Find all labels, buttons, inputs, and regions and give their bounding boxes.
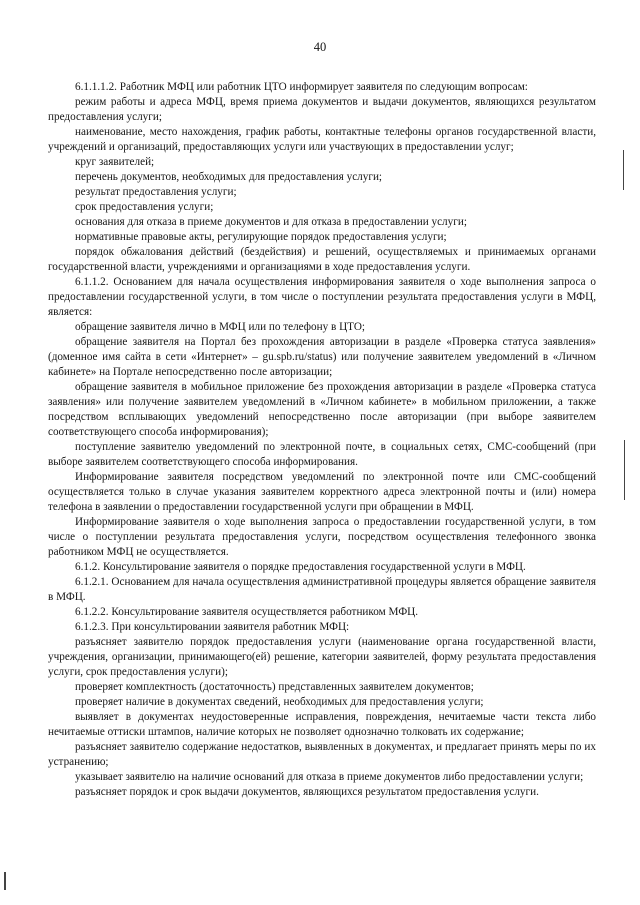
paragraph: порядок обжалования действий (бездействия) и решений, осуществляемых и принимаемых органами государственной власти, учреждениями и организациями в ходе предоставления услуги. (48, 246, 596, 273)
paragraph: нормативные правовые акты, регулирующие порядок предоставления услуги; (75, 231, 447, 243)
paragraph: перечень документов, необходимых для предоставления услуги; (75, 171, 383, 183)
paragraph: указывает заявителю на наличие оснований для отказа в приеме документов либо предоставлении услуги; (75, 771, 584, 783)
paragraph: разъясняет порядок и срок выдачи документов, являющихся результатом предоставления услуги. (75, 786, 539, 798)
paragraph: 6.1.1.2. Основанием для начала осуществления информирования заявителя о ходе выполнения запроса о предоставлении государственной услуги, в том числе о поступлении результата предоставления услуги в МФЦ, является: (48, 276, 596, 318)
paragraph: наименование, место нахождения, график работы, контактные телефоны органов государственной власти, учреждений и организаций, предоставляющих услуги или участвующих в предоставлении услуг; (48, 126, 596, 153)
paragraph: 6.1.2. Консультирование заявителя о порядке предоставления государственной услуги в МФЦ. (75, 561, 526, 573)
paragraph: обращение заявителя лично в МФЦ или по телефону в ЦТО; (75, 321, 366, 333)
paragraph: 6.1.1.1.2. Работник МФЦ или работник ЦТО информирует заявителя по следующим вопросам: (75, 81, 528, 93)
paragraph: 6.1.2.2. Консультирование заявителя осуществляется работником МФЦ. (75, 606, 419, 618)
paragraph: разъясняет заявителю порядок предоставления услуги (наименование органа государственной власти, учреждения, организации, принимающего(ей) решение, категории заявителей, форму результата предоставления услуги, срок предоставления услуги); (48, 636, 596, 678)
paragraph: Информирование заявителя о ходе выполнения запроса о предоставлении государственной услуги, в том числе о поступлении результата предоставления услуги, посредством осуществления телефонного звонка работником МФЦ не осуществляется. (48, 516, 596, 558)
scan-edge-mark (623, 150, 624, 190)
paragraph: поступление заявителю уведомлений по электронной почте, в социальных сетях, СМС-сообщений (при выборе заявителем соответствующего способа информирования. (48, 441, 596, 468)
paragraph: результат предоставления услуги; (75, 186, 237, 198)
paragraph: срок предоставления услуги; (75, 201, 214, 213)
paragraph: 6.1.2.3. При консультировании заявителя работник МФЦ: (75, 621, 350, 633)
scan-edge-mark (624, 440, 625, 500)
paragraph: проверяет комплектность (достаточность) представленных заявителем документов; (75, 681, 474, 693)
paragraph: круг заявителей; (75, 156, 155, 168)
paragraph: режим работы и адреса МФЦ, время приема документов и выдачи документов, являющихся результатом предоставления услуги; (48, 96, 596, 123)
paragraph: обращение заявителя на Портал без прохождения авторизации в разделе «Проверка статуса заявления» (доменное имя сайта в сети «Интернет» – gu.spb.ru/status) или получение заявителем уведомлений в «Личном кабинете» на Портале непосредственно после авторизации; (48, 336, 596, 378)
paragraph: основания для отказа в приеме документов и для отказа в предоставлении услуги; (75, 216, 467, 228)
document-body (48, 80, 596, 800)
paragraph: Информирование заявителя посредством уведомлений по электронной почте или СМС-сообщений осуществляется только в случае указания заявителем корректного адреса электронной почты и (или) номера телефона в заявлении о предоставлении государственной услуги при обращении в МФЦ. (48, 471, 596, 513)
paragraph: 6.1.2.1. Основанием для начала осуществления административной процедуры является обращение заявителя в МФЦ. (48, 576, 596, 603)
scan-edge-mark (4, 872, 6, 890)
page-number: 40 (313, 40, 327, 54)
paragraph: проверяет наличие в документах сведений, необходимых для предоставления услуги; (75, 696, 484, 708)
paragraph: выявляет в документах неудостоверенные исправления, повреждения, нечитаемые части текста либо нечитаемые оттиски штампов, наличие которых не позволяет однозначно толковать их содержание; (48, 711, 596, 738)
paragraph: разъясняет заявителю содержание недостатков, выявленных в документах, и предлагает принять меры по их устранению; (48, 741, 596, 768)
paragraph: обращение заявителя в мобильное приложение без прохождения авторизации в разделе «Проверка статуса заявления» или получение заявителем уведомлений в «Личном кабинете» в мобильном приложении, а также посредством всплывающих уведомлений непосредственно после авторизации (при выборе заявителем соответствующего способа информирования); (48, 381, 596, 438)
